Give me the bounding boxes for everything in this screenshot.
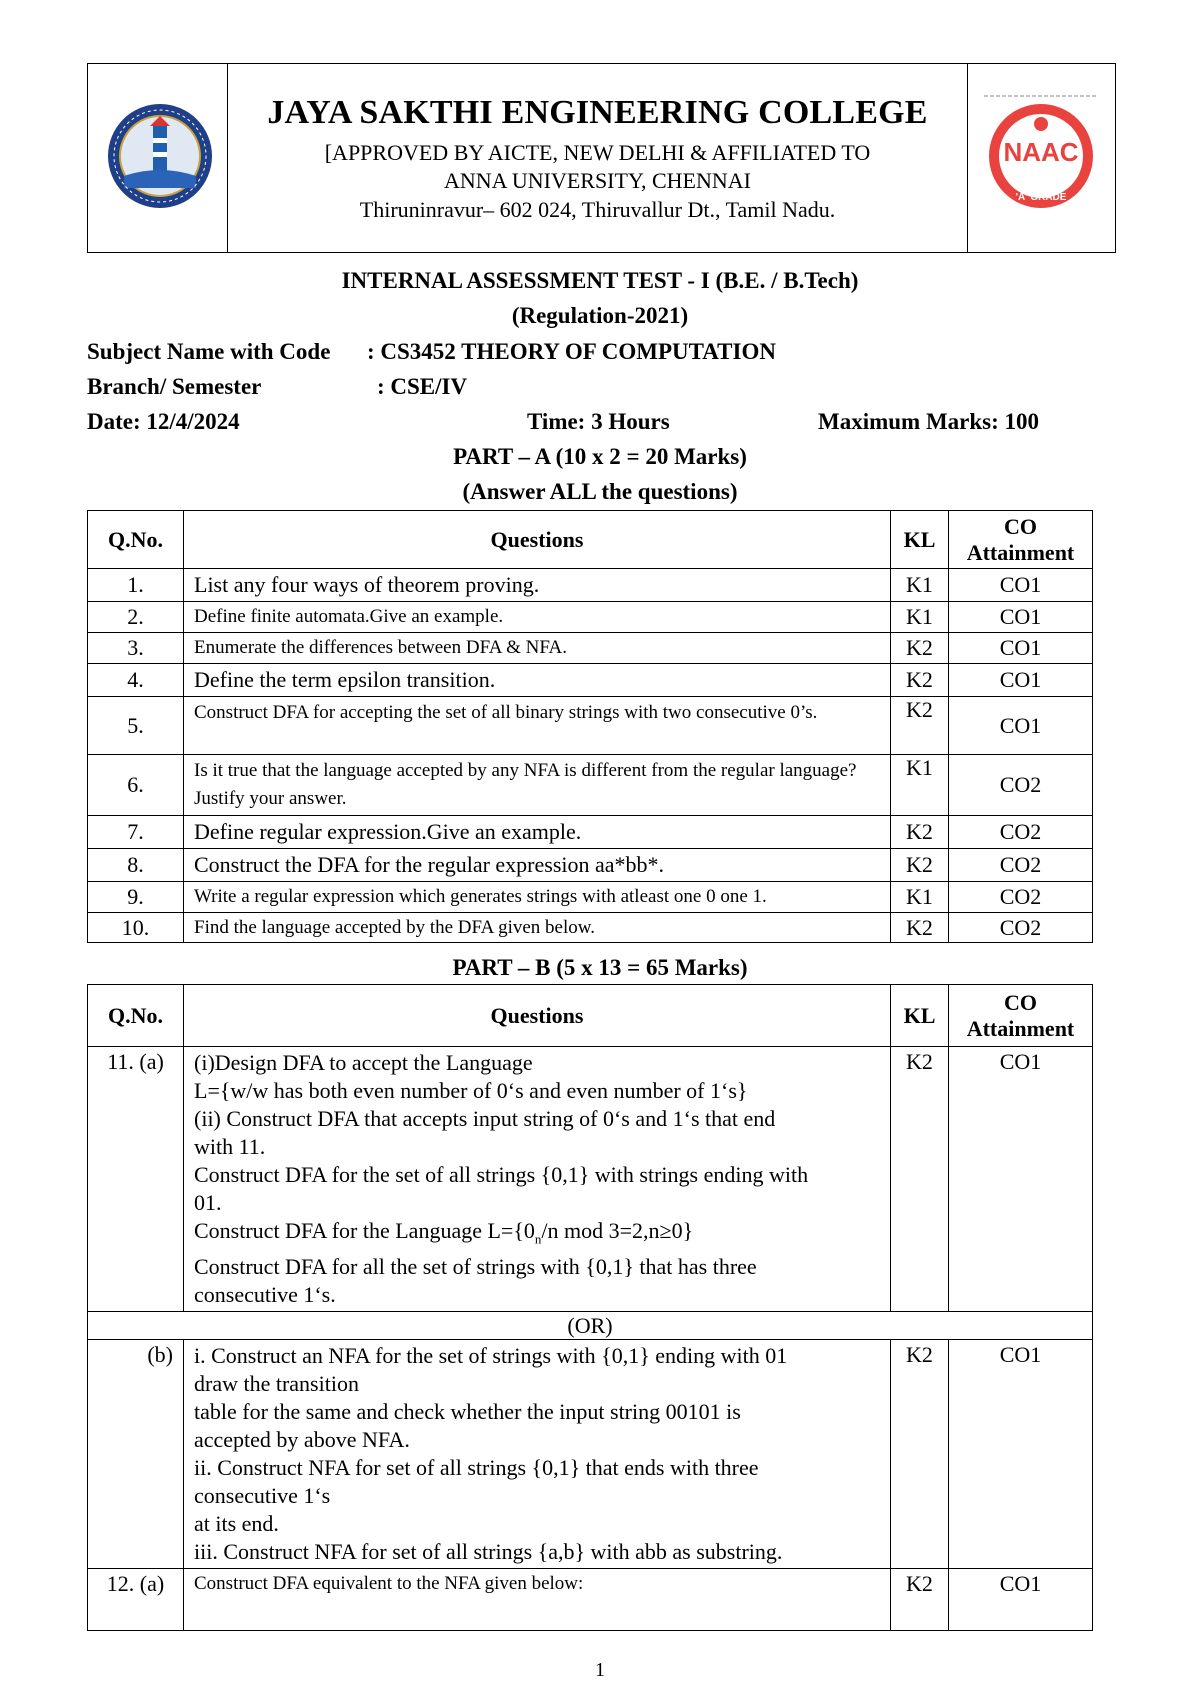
college-address: Thiruninravur– 602 024, Thiruvallur Dt., Tamil Nadu. xyxy=(359,197,836,222)
table-row xyxy=(88,1047,1093,1312)
co-attainment: CO1 xyxy=(949,1047,1093,1312)
naac-logo xyxy=(982,94,1100,212)
question-text: Write a regular expression which generates strings with atleast one 0 one 1. xyxy=(184,882,891,913)
part-b-title: PART – B (5 x 13 = 65 Marks) xyxy=(452,955,748,980)
co-attainment: CO1 xyxy=(949,1340,1093,1569)
question-line: Construct DFA for the Language $L=\{0_n/n$ mod 3=2,n≥0} xyxy=(194,1218,694,1247)
college-header xyxy=(87,63,1116,253)
question-number: 3. xyxy=(88,633,184,664)
question-number: 11. (a) xyxy=(88,1047,184,1312)
question-number: (b) xyxy=(88,1340,184,1569)
table-row xyxy=(88,755,1093,816)
question-line: i. Construct an NFA for the set of strings with {0,1} ending with 01 xyxy=(194,1343,788,1369)
knowledge-level: K2 xyxy=(891,913,949,943)
svg-text:NAAC: NAAC xyxy=(1003,137,1079,167)
co-attainment: CO1 xyxy=(949,664,1093,697)
knowledge-level: K2 xyxy=(891,1340,949,1569)
co-attainment: CO1 xyxy=(949,602,1093,633)
question-line: 01. xyxy=(194,1190,222,1215)
table-row xyxy=(88,913,1093,943)
question-line: Construct DFA for the set of all strings {0,1} with strings ending with xyxy=(194,1162,809,1187)
question-text xyxy=(184,1047,891,1312)
question-text: Is it true that the language accepted by any NFA is different from the regular language?Justify your answer. xyxy=(184,755,891,816)
knowledge-level: K1 xyxy=(891,602,949,633)
question-text: List any four ways of theorem proving. xyxy=(184,569,891,602)
co-attainment: CO1 xyxy=(949,633,1093,664)
question-number: 5. xyxy=(88,697,184,755)
table-row xyxy=(88,1569,1093,1631)
or-separator-row xyxy=(88,1312,1093,1340)
knowledge-level: K2 xyxy=(891,633,949,664)
subject-value: : CS3452 THEORY OF COMPUTATION xyxy=(367,339,776,364)
question-text: Construct the DFA for the regular expression aa*bb*. xyxy=(184,849,891,882)
knowledge-level: K2 xyxy=(891,697,949,755)
question-number: 6. xyxy=(88,755,184,816)
co-attainment: CO2 xyxy=(949,755,1093,816)
question-line: draw the transition xyxy=(194,1371,359,1397)
part-a-table xyxy=(87,510,1093,943)
question-number: 9. xyxy=(88,882,184,913)
knowledge-level: K1 xyxy=(891,755,949,816)
knowledge-level: K2 xyxy=(891,849,949,882)
question-line: with 11. xyxy=(194,1134,266,1159)
exam-time: Time: 3 Hours xyxy=(527,409,670,434)
knowledge-level: K2 xyxy=(891,1569,949,1631)
table-row xyxy=(88,849,1093,882)
question-header: Questions xyxy=(184,985,891,1047)
question-number: 2. xyxy=(88,602,184,633)
question-line: Construct DFA for all the set of strings with {0,1} that has three xyxy=(194,1254,757,1280)
co-attainment: CO2 xyxy=(949,816,1093,849)
question-text: Define finite automata.Give an example. xyxy=(184,602,891,633)
knowledge-level: K2 xyxy=(891,816,949,849)
co-attainment: CO2 xyxy=(949,849,1093,882)
co-attainment: CO1 xyxy=(949,1569,1093,1631)
max-marks: Maximum Marks: 100 xyxy=(818,409,1040,434)
co-attainment: CO1 xyxy=(949,569,1093,602)
branch-value: : CSE/IV xyxy=(377,374,468,399)
question-line: accepted by above NFA. xyxy=(194,1427,410,1453)
co-attainment: CO1 xyxy=(949,697,1093,755)
part-b-table xyxy=(87,984,1093,1631)
question-header: Questions xyxy=(184,511,891,569)
qno-header: Q.No. xyxy=(88,511,184,569)
question-line: ii. Construct NFA for set of all strings {0,1} that ends with three xyxy=(194,1455,759,1481)
kl-header: KL xyxy=(891,985,949,1047)
or-label: (OR) xyxy=(88,1312,1093,1340)
knowledge-level: K1 xyxy=(891,882,949,913)
question-line: at its end. xyxy=(194,1511,279,1537)
qno-header: Q.No. xyxy=(88,985,184,1047)
table-header-row xyxy=(88,985,1093,1047)
svg-text:'A' GRADE: 'A' GRADE xyxy=(1015,192,1067,203)
question-text: Find the language accepted by the DFA given below. xyxy=(184,913,891,943)
question-number: 7. xyxy=(88,816,184,849)
question-line: consecutive 1‘s xyxy=(194,1483,331,1509)
kl-header: KL xyxy=(891,511,949,569)
co-header: CO Attainment xyxy=(949,511,1093,569)
question-number: 8. xyxy=(88,849,184,882)
table-row xyxy=(88,664,1093,697)
approval-line-2: ANNA UNIVERSITY, CHENNAI xyxy=(444,168,751,193)
co-header: CO Attainment xyxy=(949,985,1093,1047)
question-line: table for the same and check whether the input string 00101 is xyxy=(194,1399,741,1425)
table-row xyxy=(88,882,1093,913)
college-logo-cell xyxy=(88,64,228,252)
part-a-instruction: (Answer ALL the questions) xyxy=(462,479,738,504)
test-title: INTERNAL ASSESSMENT TEST - I (B.E. / B.Tech) xyxy=(341,268,859,293)
part-a-title: PART – A (10 x 2 = 20 Marks) xyxy=(453,444,747,469)
table-row xyxy=(88,816,1093,849)
question-line: L={w/w has both even number of 0‘s and even number of 1‘s} xyxy=(194,1078,748,1103)
regulation: (Regulation-2021) xyxy=(511,303,689,328)
knowledge-level: K2 xyxy=(891,664,949,697)
table-row xyxy=(88,1340,1093,1569)
question-text: Define regular expression.Give an example. xyxy=(184,816,891,849)
table-row xyxy=(88,697,1093,755)
co-attainment: CO2 xyxy=(949,913,1093,943)
college-details xyxy=(228,64,967,252)
exam-date: Date: 12/4/2024 xyxy=(87,409,240,434)
naac-logo-cell xyxy=(967,64,1115,252)
question-number: 10. xyxy=(88,913,184,943)
college-emblem-logo xyxy=(106,102,214,210)
question-text: Enumerate the differences between DFA & NFA. xyxy=(184,633,891,664)
question-number: 4. xyxy=(88,664,184,697)
knowledge-level: K1 xyxy=(891,569,949,602)
co-attainment: CO2 xyxy=(949,882,1093,913)
table-row xyxy=(88,633,1093,664)
question-text: Define the term epsilon transition. xyxy=(184,664,891,697)
question-line: consecutive 1‘s. xyxy=(194,1282,336,1308)
question-text: Construct DFA equivalent to the NFA given below: xyxy=(184,1569,891,1631)
table-row xyxy=(88,569,1093,602)
table-row xyxy=(88,602,1093,633)
question-line: iii. Construct NFA for set of all strings {a,b} with abb as substring. xyxy=(194,1539,783,1565)
approval-line-1: [APPROVED BY AICTE, NEW DELHI & AFFILIATED TO xyxy=(324,140,871,165)
question-text xyxy=(184,1340,891,1569)
knowledge-level: K2 xyxy=(891,1047,949,1312)
table-header-row xyxy=(88,511,1093,569)
question-line: (i)Design DFA to accept the Language xyxy=(194,1050,533,1075)
subject-label: Subject Name with Code xyxy=(87,339,331,364)
question-number: 12. (a) xyxy=(88,1569,184,1631)
page-number: 1 xyxy=(595,1659,605,1681)
question-number: 1. xyxy=(88,569,184,602)
branch-label: Branch/ Semester xyxy=(87,374,262,399)
question-text: Construct DFA for accepting the set of all binary strings with two consecutive 0’s. xyxy=(184,697,891,755)
college-name: JAYA SAKTHI ENGINEERING COLLEGE xyxy=(267,94,928,131)
question-line: (ii) Construct DFA that accepts input string of 0‘s and 1‘s that end xyxy=(194,1106,776,1131)
